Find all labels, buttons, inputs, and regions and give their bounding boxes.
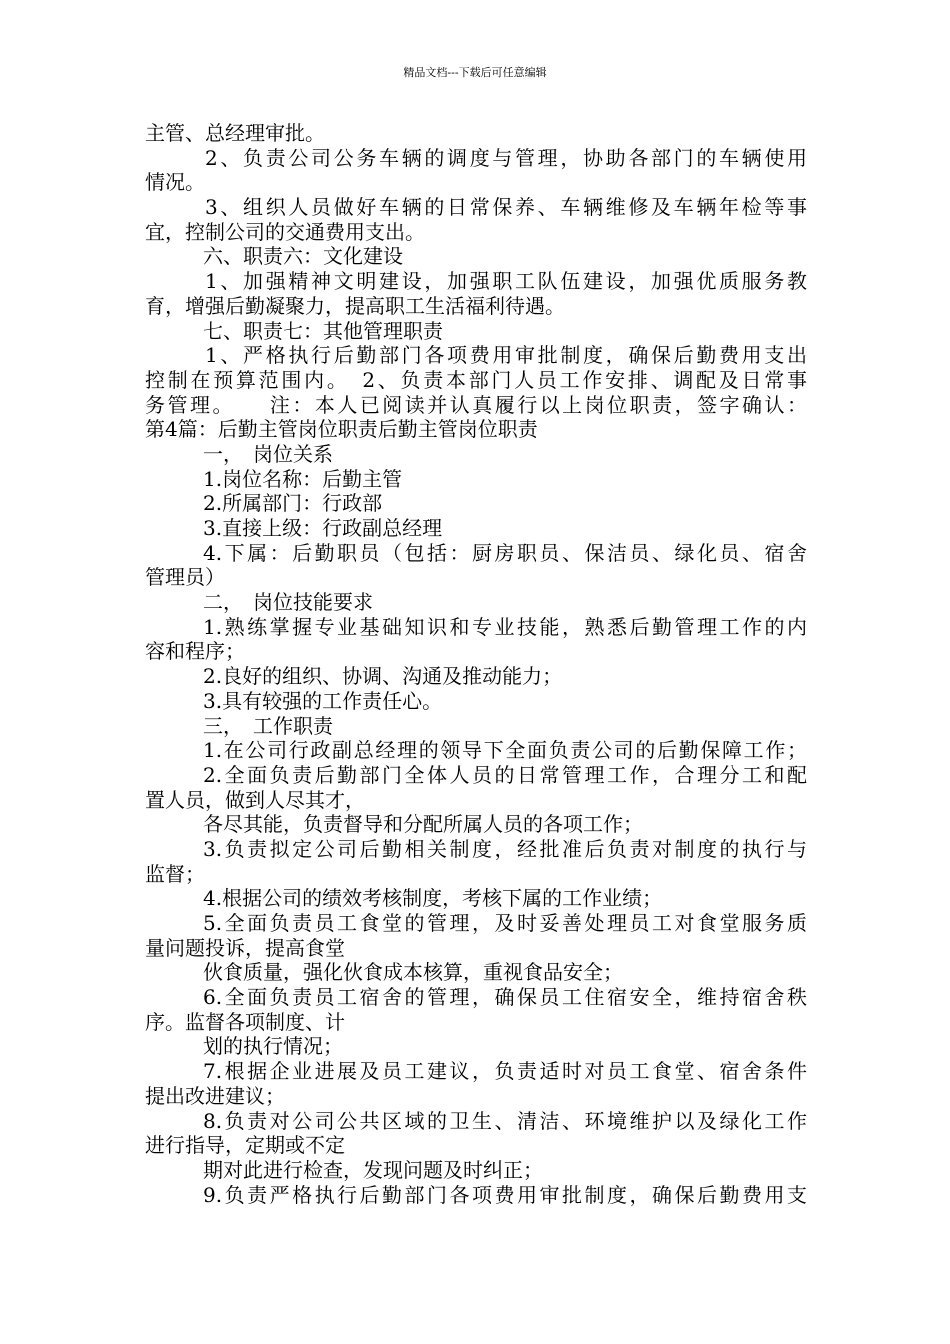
text-line: 期对此进行检查，发现问题及时纠正； [203, 1157, 543, 1182]
text-line: 管理员） [145, 565, 225, 590]
text-line: 2.良好的组织、协调、沟通及推动能力； [203, 664, 563, 689]
text-line: 第4篇：后勤主管岗位职责后勤主管岗位职责 [145, 417, 538, 442]
text-line: 4.下属：后勤职员（包括：厨房职员、保洁员、绿化员、宿舍 [203, 540, 807, 565]
text-line: 伙食质量，强化伙食成本核算，重视食品安全； [203, 960, 623, 985]
text-line: 1.熟练掌握专业基础知识和专业技能，熟悉后勤管理工作的内 [203, 614, 807, 639]
text-line: 2.所属部门：行政部 [203, 491, 383, 516]
text-line: 六、职责六：文化建设 [203, 244, 403, 269]
text-line: 3、组织人员做好车辆的日常保养、车辆维修及车辆年检等事 [205, 195, 807, 220]
text-line: 一， 岗位关系 [203, 441, 333, 466]
text-line: 各尽其能，负责督导和分配所属人员的各项工作； [203, 812, 643, 837]
text-line: 容和程序； [145, 639, 245, 664]
text-line: 提出改进建议； [145, 1083, 285, 1108]
text-line: 七、职责七：其他管理职责 [203, 318, 443, 343]
text-line: 宜，控制公司的交通费用支出。 [145, 219, 425, 244]
text-line: 二， 岗位技能要求 [203, 590, 373, 615]
text-line: 1、严格执行后勤部门各项费用审批制度，确保后勤费用支出 [205, 343, 807, 368]
text-line: 3.负责拟定公司后勤相关制度，经批准后负责对制度的执行与 [203, 836, 807, 861]
text-line: 8.负责对公司公共区域的卫生、清洁、环境维护以及绿化工作 [203, 1108, 807, 1133]
text-line: 5.全面负责员工食堂的管理，及时妥善处理员工对食堂服务质 [203, 911, 807, 935]
text-line: 务管理。 注：本人已阅读并认真履行以上岗位职责，签字确认： [145, 392, 807, 417]
text-line: 主管、总经理审批。 [145, 121, 325, 145]
text-line: 情况。 [145, 170, 205, 195]
text-line: 3.具有较强的工作责任心。 [203, 688, 443, 713]
text-line: 划的执行情况； [203, 1034, 343, 1059]
text-line: 7.根据企业进展及员工建议，负责适时对员工食堂、宿舍条件 [203, 1059, 807, 1084]
text-line: 2、负责公司公务车辆的调度与管理，协助各部门的车辆使用 [205, 145, 807, 170]
text-line: 监督； [145, 861, 205, 886]
text-line: 量问题投诉，提高食堂 [145, 935, 345, 960]
text-line: 1.在公司行政副总经理的领导下全面负责公司的后勤保障工作； [203, 738, 807, 763]
text-line: 4.根据公司的绩效考核制度，考核下属的工作业绩； [203, 886, 663, 911]
text-line: 控制在预算范围内。 2、负责本部门人员工作安排、调配及日常事 [145, 367, 807, 392]
text-line: 2.全面负责后勤部门全体人员的日常管理工作，合理分工和配 [203, 762, 807, 787]
text-line: 置人员，做到人尽其才， [145, 787, 365, 812]
text-line: 三， 工作职责 [203, 713, 333, 738]
text-line: 进行指导，定期或不定 [145, 1133, 345, 1158]
text-line: 1.岗位名称：后勤主管 [203, 466, 403, 491]
document-body [145, 121, 807, 1207]
text-line: 序。监督各项制度、计 [145, 1009, 345, 1034]
text-line: 9.负责严格执行后勤部门各项费用审批制度，确保后勤费用支 [203, 1182, 807, 1207]
text-line: 3.直接上级：行政副总经理 [203, 516, 443, 540]
text-line: 1、加强精神文明建设，加强职工队伍建设，加强优质服务教 [205, 269, 807, 294]
page-header: 精品文档---下载后可任意编辑 [403, 66, 547, 79]
text-line: 6.全面负责员工宿舍的管理，确保员工住宿安全，维持宿舍秩 [203, 985, 807, 1010]
text-line: 育，增强后勤凝聚力，提高职工生活福利待遇。 [145, 293, 565, 318]
